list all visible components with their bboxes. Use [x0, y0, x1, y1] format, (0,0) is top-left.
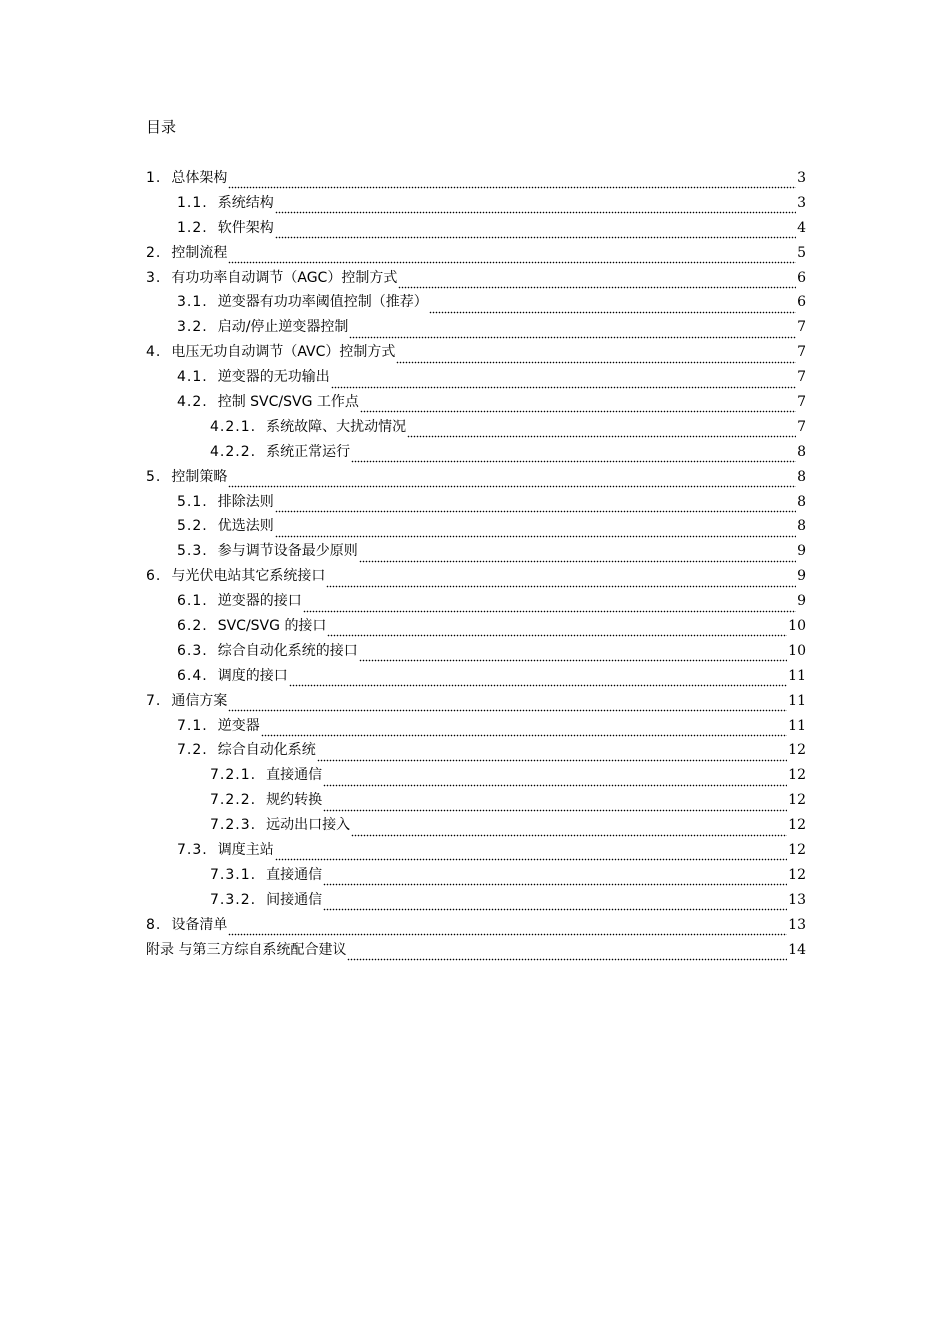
- toc-entry[interactable]: [146, 340, 806, 365]
- dot-leader: [407, 424, 796, 438]
- toc-entry-page-number: 9: [797, 593, 806, 610]
- toc-entry-page-number: 5: [797, 244, 806, 261]
- toc-entry-title: 逆变器的接口: [217, 593, 302, 610]
- dot-leader: [331, 375, 796, 389]
- dot-leader: [228, 175, 796, 189]
- toc-entry-title: 调度主站: [217, 842, 274, 859]
- toc-entry-number: 7.3.: [177, 842, 208, 859]
- toc-entry-title: 附录 与第三方综自系统配合建议: [146, 941, 347, 958]
- toc-entry-title: 系统结构: [217, 194, 274, 211]
- toc-entry-page-number: 7: [797, 319, 806, 336]
- toc-entry-title: 启动/停止逆变器控制: [217, 319, 349, 336]
- toc-entry-page-number: 8: [797, 518, 806, 535]
- toc-entry[interactable]: [146, 639, 806, 664]
- dot-leader: [228, 250, 796, 264]
- toc-entry-page-number: 10: [788, 642, 806, 659]
- toc-entry[interactable]: [146, 564, 806, 589]
- toc-entry[interactable]: [146, 763, 806, 788]
- toc-title: 目录: [146, 118, 177, 136]
- dot-leader: [261, 723, 787, 737]
- toc-entry-page-number: 12: [788, 842, 806, 859]
- toc-entry-page-number: 12: [788, 742, 806, 759]
- dot-leader: [396, 350, 796, 364]
- dot-leader: [303, 599, 796, 613]
- toc-entry-title: 排除法则: [217, 493, 274, 510]
- toc-entry-page-number: 8: [797, 468, 806, 485]
- toc-entry-page-number: 14: [788, 941, 806, 958]
- toc-entry[interactable]: [146, 465, 806, 490]
- toc-entry-number: 6.1.: [177, 593, 208, 610]
- toc-entry-title: 远动出口接入: [266, 817, 351, 834]
- toc-entry-number: 7.2.: [177, 742, 208, 759]
- toc-entry-title: 间接通信: [266, 891, 323, 908]
- toc-entry-title: 通信方案: [171, 692, 228, 709]
- dot-leader: [351, 449, 796, 463]
- dot-leader: [228, 698, 787, 712]
- toc-entry-page-number: 6: [797, 269, 806, 286]
- toc-entry-number: 7.2.1.: [210, 767, 257, 784]
- toc-entry-number: 7.2.2.: [210, 792, 257, 809]
- toc-entry-page-number: 9: [797, 568, 806, 585]
- dot-leader: [359, 549, 796, 563]
- dot-leader: [228, 474, 796, 488]
- toc-entry[interactable]: [146, 714, 806, 739]
- toc-entry-number: 3.2.: [177, 319, 208, 336]
- toc-entry-title: 逆变器有功功率阈值控制（推荐）: [217, 294, 428, 311]
- toc-entry-number: 5.1.: [177, 493, 208, 510]
- dot-leader: [317, 748, 787, 762]
- toc-entry-page-number: 11: [788, 717, 806, 734]
- toc-entry-title: 软件架构: [217, 219, 274, 236]
- toc-entry-title: 综合自动化系统: [217, 742, 316, 759]
- toc-entry[interactable]: [146, 664, 806, 689]
- toc-entry-title: 规约转换: [266, 792, 323, 809]
- toc-entry-title: 与光伏电站其它系统接口: [171, 568, 326, 585]
- toc-entry[interactable]: [146, 166, 806, 191]
- toc-entry[interactable]: [146, 241, 806, 266]
- dot-leader: [323, 897, 787, 911]
- toc-entry-page-number: 3: [797, 170, 806, 186]
- dot-leader: [275, 524, 796, 538]
- toc-entry[interactable]: [146, 490, 806, 515]
- toc-entry[interactable]: [146, 689, 806, 714]
- toc-entry-title: 总体架构: [171, 170, 228, 186]
- toc-entry-number: 6.: [146, 568, 162, 585]
- toc-entry[interactable]: [146, 838, 806, 863]
- toc-entry-page-number: 13: [788, 916, 806, 933]
- dot-leader: [323, 773, 787, 787]
- toc-entry[interactable]: [146, 589, 806, 614]
- toc-entry[interactable]: [146, 315, 806, 340]
- toc-entry-title: 系统正常运行: [266, 443, 351, 460]
- toc-entry[interactable]: [146, 365, 806, 390]
- toc-entry-title: 控制策略: [171, 468, 228, 485]
- toc-entry-number: 4.2.: [177, 394, 208, 411]
- toc-entry-page-number: 11: [788, 667, 806, 684]
- toc-entry-title: 电压无功自动调节（AVC）控制方式: [171, 344, 396, 361]
- toc-entry-number: 4.2.2.: [210, 443, 257, 460]
- dot-leader: [347, 947, 787, 961]
- toc-entry[interactable]: [146, 888, 806, 913]
- toc-entry-page-number: 7: [797, 394, 806, 411]
- dot-leader: [275, 200, 796, 214]
- dot-leader: [327, 623, 787, 637]
- toc-entry-number: 4.1.: [177, 369, 208, 386]
- toc-entry[interactable]: [146, 266, 806, 291]
- toc-entry[interactable]: [146, 191, 806, 216]
- toc-entry[interactable]: [146, 539, 806, 564]
- toc-entry-page-number: 6: [797, 294, 806, 311]
- toc-entry-number: 4.2.1.: [210, 418, 257, 435]
- toc-entry-page-number: 12: [788, 817, 806, 834]
- toc-entry-number: 7.: [146, 692, 162, 709]
- toc-entry[interactable]: [146, 863, 806, 888]
- toc-entry-page-number: 9: [797, 543, 806, 560]
- toc-entry[interactable]: [146, 813, 806, 838]
- dot-leader: [326, 574, 796, 588]
- toc-entry-page-number: 7: [797, 344, 806, 361]
- dot-leader: [351, 823, 787, 837]
- dot-leader: [429, 300, 796, 314]
- toc-entry-number: 8.: [146, 916, 162, 933]
- toc-entry-number: 6.4.: [177, 667, 208, 684]
- toc-entry[interactable]: [146, 390, 806, 415]
- toc-entry-page-number: 13: [788, 891, 806, 908]
- toc-entry-number: 3.: [146, 269, 162, 286]
- dot-leader: [289, 673, 787, 687]
- dot-leader: [275, 847, 787, 861]
- toc-entry-page-number: 7: [797, 418, 806, 435]
- toc-entry-page-number: 3: [797, 194, 806, 211]
- toc-entry-number: 5.2.: [177, 518, 208, 535]
- toc-entry-page-number: 7: [797, 369, 806, 386]
- toc-entry-title: SVC/SVG 的接口: [217, 618, 327, 635]
- toc-entry-number: 6.2.: [177, 618, 208, 635]
- dot-leader: [398, 275, 796, 289]
- toc-entry[interactable]: [146, 738, 806, 763]
- dot-leader: [275, 225, 796, 239]
- toc-entry-title: 直接通信: [266, 767, 323, 784]
- toc-entry-number: 2.: [146, 244, 162, 261]
- dot-leader: [359, 648, 787, 662]
- toc-entry-number: 4.: [146, 344, 162, 361]
- toc-entry-title: 调度的接口: [217, 667, 288, 684]
- dot-leader: [275, 499, 796, 513]
- toc-entry-number: 3.1.: [177, 294, 208, 311]
- toc-entry-title: 优选法则: [217, 518, 274, 535]
- dot-leader: [228, 922, 787, 936]
- toc-entry-number: 1.: [146, 170, 162, 186]
- toc-entry-number: 7.1.: [177, 717, 208, 734]
- dot-leader: [323, 798, 787, 812]
- toc-entry[interactable]: [146, 614, 806, 639]
- toc-entry[interactable]: [146, 514, 806, 539]
- toc-entry[interactable]: [146, 938, 806, 963]
- toc-entry-page-number: 12: [788, 767, 806, 784]
- table-of-contents: [146, 166, 806, 963]
- toc-entry-title: 逆变器: [217, 717, 260, 734]
- toc-entry-page-number: 12: [788, 866, 806, 883]
- toc-entry-number: 7.3.2.: [210, 891, 257, 908]
- toc-entry[interactable]: [146, 216, 806, 241]
- toc-entry-title: 系统故障、大扰动情况: [266, 418, 407, 435]
- toc-entry-title: 控制流程: [171, 244, 228, 261]
- toc-entry-title: 控制 SVC/SVG 工作点: [217, 394, 359, 411]
- toc-entry-page-number: 11: [788, 692, 806, 709]
- toc-entry[interactable]: [146, 788, 806, 813]
- toc-entry-number: 7.3.1.: [210, 866, 257, 883]
- toc-entry-page-number: 12: [788, 792, 806, 809]
- dot-leader: [360, 399, 796, 413]
- toc-entry-number: 1.1.: [177, 194, 208, 211]
- toc-entry-title: 直接通信: [266, 866, 323, 883]
- toc-entry[interactable]: [146, 913, 806, 938]
- toc-entry-title: 设备清单: [171, 916, 228, 933]
- dot-leader: [323, 872, 787, 886]
- toc-entry[interactable]: [146, 290, 806, 315]
- dot-leader: [349, 325, 796, 339]
- toc-entry-title: 有功功率自动调节（AGC）控制方式: [171, 269, 398, 286]
- toc-entry[interactable]: [146, 440, 806, 465]
- toc-entry-number: 7.2.3.: [210, 817, 257, 834]
- toc-entry-number: 5.: [146, 468, 162, 485]
- toc-entry[interactable]: [146, 415, 806, 440]
- toc-entry-page-number: 4: [797, 219, 806, 236]
- toc-entry-page-number: 8: [797, 493, 806, 510]
- toc-entry-number: 6.3.: [177, 642, 208, 659]
- toc-entry-number: 5.3.: [177, 543, 208, 560]
- toc-entry-title: 逆变器的无功输出: [217, 369, 330, 386]
- toc-entry-title: 综合自动化系统的接口: [217, 642, 358, 659]
- toc-entry-number: 1.2.: [177, 219, 208, 236]
- toc-entry-title: 参与调节设备最少原则: [217, 543, 358, 560]
- toc-entry-page-number: 10: [788, 618, 806, 635]
- toc-entry-page-number: 8: [797, 443, 806, 460]
